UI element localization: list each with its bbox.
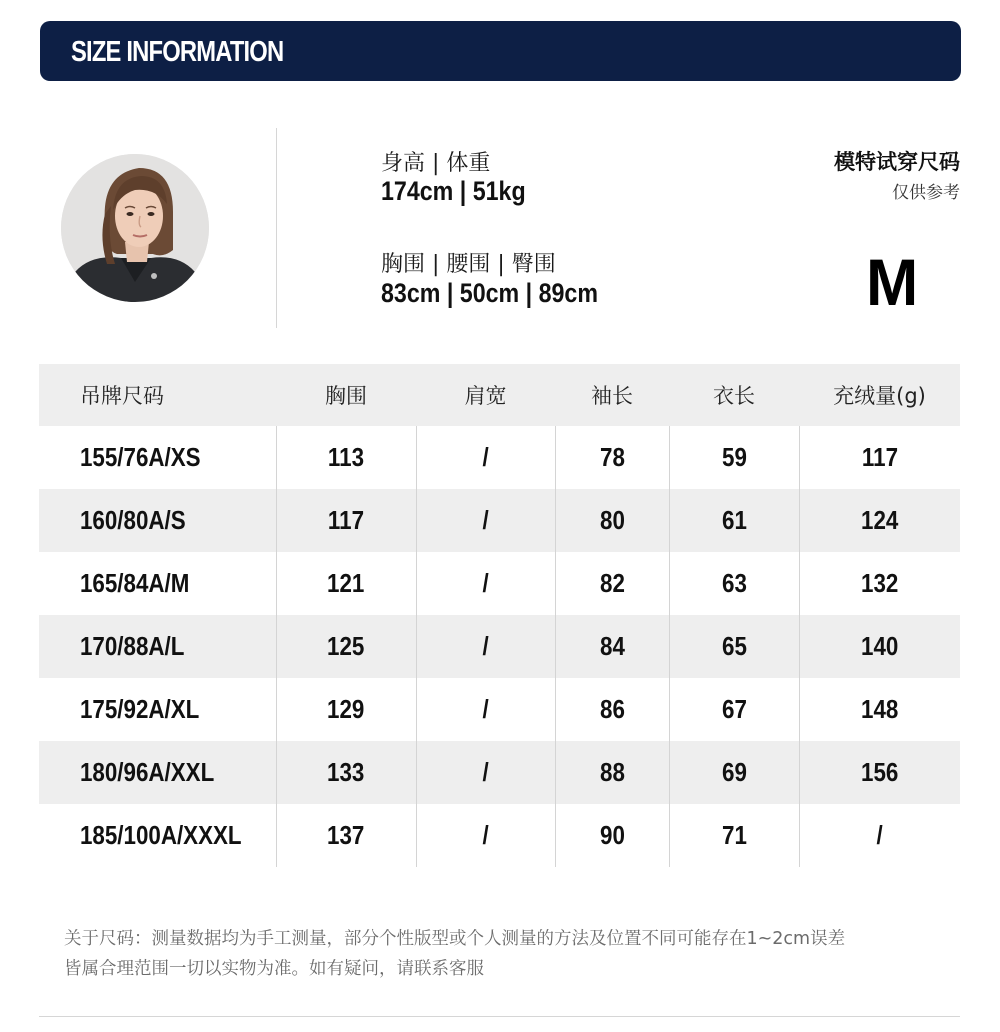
vertical-divider xyxy=(276,128,277,328)
footnote-line-2: 皆属合理范围一切以实物为准。如有疑问，请联系客服 xyxy=(64,959,484,979)
shoulder-cell: / xyxy=(416,552,555,615)
sleeve-cell: 80 xyxy=(555,489,669,552)
shoulder-cell: / xyxy=(416,741,555,804)
measurements-label: 胸围 | 腰围 | 臀围 xyxy=(381,252,556,277)
size-cell: 180/96A/XXL xyxy=(80,757,215,787)
height-weight-value: 174cm | 51kg xyxy=(381,176,526,206)
length-cell: 63 xyxy=(669,552,799,615)
length-cell: 59 xyxy=(669,426,799,489)
model-portrait-icon xyxy=(61,154,209,302)
sleeve-cell: 88 xyxy=(555,741,669,804)
chest-cell: 121 xyxy=(276,552,416,615)
column-header-sleeve: 袖长 xyxy=(591,384,633,408)
shoulder-cell: / xyxy=(416,615,555,678)
model-size-title: 模特试穿尺码 xyxy=(834,150,960,174)
size-cell: 160/80A/S xyxy=(80,505,186,535)
page-title: SIZE INFORMATION xyxy=(71,36,284,68)
sleeve-cell: 84 xyxy=(555,615,669,678)
down-fill-cell: / xyxy=(799,804,960,867)
chest-cell: 133 xyxy=(276,741,416,804)
measurements-value: 83cm | 50cm | 89cm xyxy=(381,278,598,308)
footnote-line-1: 关于尺码：测量数据均为手工测量，部分个性版型或个人测量的方法及位置不同可能存在1~2cm误差 xyxy=(64,929,846,949)
down-fill-cell: 132 xyxy=(799,552,960,615)
table-row xyxy=(39,552,960,615)
column-header-down-fill: 充绒量(g) xyxy=(833,384,926,408)
size-cell: 165/84A/M xyxy=(80,568,190,598)
down-fill-cell: 156 xyxy=(799,741,960,804)
sleeve-cell: 90 xyxy=(555,804,669,867)
column-header-shoulder: 肩宽 xyxy=(464,384,507,408)
column-header-chest: 胸围 xyxy=(325,384,367,408)
table-row xyxy=(39,489,960,552)
length-cell: 71 xyxy=(669,804,799,867)
sleeve-cell: 86 xyxy=(555,678,669,741)
column-header-length: 衣长 xyxy=(713,384,755,408)
table-row xyxy=(39,678,960,741)
shoulder-cell: / xyxy=(416,678,555,741)
table-row xyxy=(39,741,960,804)
chest-cell: 117 xyxy=(276,489,416,552)
down-fill-cell: 124 xyxy=(799,489,960,552)
bottom-divider xyxy=(39,1016,960,1017)
length-cell: 65 xyxy=(669,615,799,678)
chest-cell: 113 xyxy=(276,426,416,489)
shoulder-cell: / xyxy=(416,426,555,489)
column-header-tag-size: 吊牌尺码 xyxy=(80,384,164,408)
size-cell: 185/100A/XXXL xyxy=(80,820,242,850)
down-fill-cell: 117 xyxy=(799,426,960,489)
table-row xyxy=(39,615,960,678)
size-table xyxy=(39,364,960,867)
chest-cell: 129 xyxy=(276,678,416,741)
size-cell: 170/88A/L xyxy=(80,631,185,661)
chest-cell: 125 xyxy=(276,615,416,678)
length-cell: 61 xyxy=(669,489,799,552)
table-row xyxy=(39,804,960,867)
table-row xyxy=(39,426,960,489)
chest-cell: 137 xyxy=(276,804,416,867)
table-header-row xyxy=(39,364,960,426)
size-footnote xyxy=(64,924,964,984)
size-cell: 155/76A/XS xyxy=(80,442,201,472)
sleeve-cell: 78 xyxy=(555,426,669,489)
shoulder-cell: / xyxy=(416,804,555,867)
down-fill-cell: 140 xyxy=(799,615,960,678)
height-weight-label: 身高 | 体重 xyxy=(381,151,491,176)
sleeve-cell: 82 xyxy=(555,552,669,615)
model-avatar xyxy=(61,154,209,302)
down-fill-cell: 148 xyxy=(799,678,960,741)
model-size-note: 仅供参考 xyxy=(892,183,960,203)
length-cell: 67 xyxy=(669,678,799,741)
length-cell: 69 xyxy=(669,741,799,804)
size-cell: 175/92A/XL xyxy=(80,694,200,724)
model-size-value: M xyxy=(866,245,919,319)
header-bar xyxy=(40,21,961,81)
shoulder-cell: / xyxy=(416,489,555,552)
